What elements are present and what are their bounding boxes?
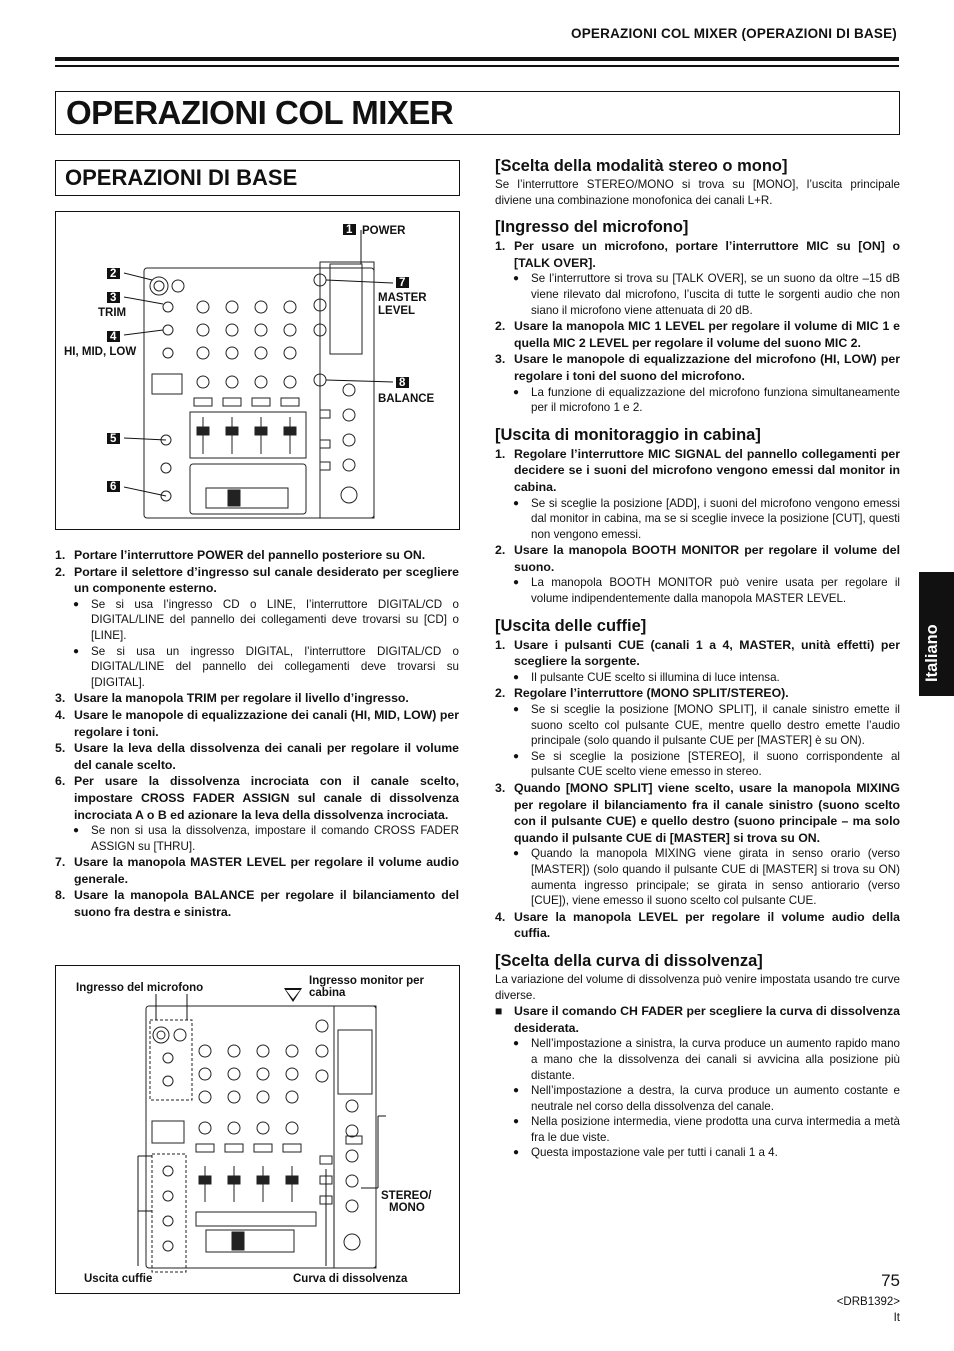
fig1-num-2: 2 [110, 268, 117, 280]
mic-step-1: 1. Per usare un microfono, portare l’interruttore MIC su [ON] o [TALK OVER]. [495, 239, 900, 270]
fig2-mic-in-label: Ingresso del microfono [76, 982, 204, 994]
left-step-3: 3. Usare la manopola TRIM per regolare il livello d’ingresso. [55, 691, 409, 706]
right-column [495, 157, 900, 1161]
phones-heading: [Uscita delle cuffie] [495, 616, 647, 635]
doc-code: <DRB1392> [836, 1296, 900, 1308]
phones-bullet-2a: ● Se si sceglie la posizione [MONO SPLIT], il canale sinistro emette il suono scelto col pulsante CUE, mentre quello destro emette l’audio principale (solo quando il pulsante CUE per [MASTER] è su ON). [513, 703, 900, 748]
mic-heading: [Ingresso del microfono] [495, 218, 689, 237]
booth-step-2: 2. Usare la manopola BOOTH MONITOR per regolare il volume del suono. [495, 543, 900, 574]
booth-heading: [Uscita di monitoraggio in cabina] [495, 425, 761, 444]
mic-bullet-1: ● Se l’interruttore si trova su [TALK OVER], se un suono da oltre –15 dB viene rilevato dal microfono, l’uscita di tutte le sorgenti audio che non siano il microfono viene attenuata di 20 dB. [513, 272, 900, 317]
fig1-num-8: 8 [399, 377, 406, 389]
phones-step-3: 3. Quando [MONO SPLIT] viene scelto, usare la manopola MIXING per regolare il bilanciamento fra il canale sinistro (suono scelto con il pulsante CUE) e quello destro (suono principale – ma solo quando il pulsante CUE di [MASTER] si trova su ON. [495, 781, 900, 845]
fig2-fader-curve-label: Curva di dissolvenza [293, 1273, 408, 1285]
phones-step-2: 2. Regolare l’interruttore (MONO SPLIT/STEREO). [495, 686, 789, 701]
left-step-1: 1. Portare l’interruttore POWER del pannello posteriore su ON. [55, 548, 426, 562]
booth-step-1: 1. Regolare l’interruttore MIC SIGNAL del pannello collegamenti per decidere se i suoni del microfono vengono emessi dal monitor in cabina. [495, 446, 900, 494]
booth-bullet-2: ● La manopola BOOTH MONITOR può venire usata per regolare il volume indipendentemente dalla manopola MASTER LEVEL. [513, 576, 900, 606]
left-step-8: 8. Usare la manopola BALANCE per regolare il bilanciamento del suono fra destra e sinistra. [55, 888, 459, 920]
mixer-figure-1 [55, 211, 460, 530]
mic-step-3: 3. Usare le manopole di equalizzazione del microfono (HI, LOW) per regolare i toni del suono del microfono. [495, 352, 900, 383]
fig1-balance-label: BALANCE [378, 393, 435, 405]
phones-step-4: 4. Usare la manopola LEVEL per regolare il volume audio della cuffia. [495, 909, 900, 941]
left-steps [55, 547, 459, 921]
fig2-stereo-mono-label2: MONO [389, 1202, 425, 1214]
curve-bullet-3: ● Nella posizione intermedia, viene prodotta una curva intermedia a metà fra le due viste. [513, 1115, 900, 1144]
mic-step-2: 2. Usare la manopola MIC 1 LEVEL per regolare il volume di MIC 1 e quella MIC 2 LEVEL per regolare il volume del suono MIC 2. [495, 319, 900, 350]
mixer-panel-illustration-2 [56, 966, 459, 1293]
mic-bullet-3: ● La funzione di equalizzazione del microfono funziona simultaneamente per il microfono 1 e 2. [513, 385, 900, 415]
fig2-booth-in-label: Ingresso monitor per [309, 975, 425, 987]
left-bullet-6a: ● Se non si usa la dissolvenza, impostare il comando CROSS FADER ASSIGN su [THRU]. [73, 824, 459, 853]
left-bullet-2b: ● Se si usa un ingresso DIGITAL, l’interruttore DIGITAL/CD o DIGITAL/LINE del pannello dei collegamenti deve trovarsi su [DIGITAL]. [73, 644, 459, 689]
curve-heading: [Scelta della curva di dissolvenza] [495, 951, 763, 970]
phones-bullet-3: ● Quando la manopola MIXING viene girata in senso orario (verso [MASTER]) (solo quando il pulsante CUE di [MASTER] si trova su ON) aumenta ingresso principale; se girata in senso antiorario (verso [CUE]), viene emesso il suono scelto col pulsante CUE. [513, 847, 900, 908]
language-tab [919, 572, 954, 696]
mixer-panel-illustration-1 [56, 212, 459, 529]
curve-bullet-1: ● Nell’impostazione a sinistra, la curva produce un aumento rapido mano a mano che la dissolvenza dei canali si avvicina alla posizione più distante. [513, 1037, 900, 1082]
language-tab-label: Italiano [923, 624, 941, 682]
fig1-power-label: POWER [362, 225, 406, 237]
stereo-mono-text: Se l’interruttore STEREO/MONO si trova su [MONO], l’uscita principale diviene una combinazione monofonica dei canali L+R. [495, 178, 900, 207]
fig1-eq-label: HI, MID, LOW [64, 346, 137, 358]
stereo-mono-heading: [Scelta della modalità stereo o mono] [495, 157, 788, 175]
booth-bullet-1: ● Se si sceglie la posizione [ADD], i suoni del microfono vengono emessi dal monitor in cabina, ma se si sceglie invece la posizione [CUT], questi non vengono emessi. [513, 496, 900, 541]
left-step-5: 5. Usare la leva della dissolvenza dei canali per regolare il volume del canale scelto. [55, 741, 459, 772]
fig1-master-label: MASTER [378, 292, 427, 304]
left-step-6: 6. Per usare la dissolvenza incrociata con il canale scelto, impostare CROSS FADER ASSIGN sul canale di dissolvenza incrociata A o B ed azionare la leva della dissolvenza incrociata. [55, 774, 459, 822]
page-title: OPERAZIONI COL MIXER [66, 94, 454, 131]
header-rule-thin [55, 65, 899, 67]
left-bullet-2a: ● Se si usa l’ingresso CD o LINE, l’interruttore DIGITAL/CD o DIGITAL/LINE del pannello dei collegamenti deve trovarsi su [CD] o [LINE]. [73, 597, 459, 642]
fig1-num-3: 3 [110, 292, 117, 304]
fig1-num-6: 6 [110, 481, 117, 493]
mixer-figure-2 [55, 965, 460, 1294]
section-title-box [55, 160, 460, 196]
curve-text: La variazione del volume di dissolvenza può venire impostata usando tre curve diverse. [495, 972, 900, 1002]
fig1-level-label: LEVEL [378, 305, 416, 317]
doc-code-block [837, 1294, 900, 1326]
left-step-2: 2. Portare il selettore d’ingresso sul canale desiderato per scegliere un componente esterno. [55, 564, 459, 596]
fig2-booth-in-label2: cabina [309, 987, 346, 999]
fig1-num-7: 7 [399, 277, 406, 289]
phones-bullet-1: ● Il pulsante CUE scelto si illumina di luce intensa. [513, 670, 780, 684]
curve-square-step: ■ Usare il comando CH FADER per scegliere la curva di dissolvenza desiderata. [495, 1004, 900, 1035]
fig2-stereo-mono-label: STEREO/ [381, 1190, 432, 1202]
curve-bullet-2: ● Nell’impostazione a destra, la curva produce un aumento costante e neutrale nel corso della dissolvenza del canale. [513, 1084, 900, 1113]
fig1-trim-label: TRIM [98, 307, 127, 319]
section-title: OPERAZIONI DI BASE [65, 165, 298, 190]
lang-code: It [893, 1312, 900, 1324]
fig2-phones-out-label: Uscita cuffie [84, 1273, 153, 1285]
phones-step-1: 1. Usare i pulsanti CUE (canali 1 a 4, MASTER, unità effetti) per scegliere la sorgente. [495, 637, 900, 669]
fig1-num-4: 4 [110, 331, 117, 343]
left-step-7: 7. Usare la manopola MASTER LEVEL per regolare il volume audio generale. [55, 855, 459, 886]
page-number: 75 [881, 1271, 900, 1290]
fig1-num-5: 5 [110, 433, 117, 445]
header-rule-thick [55, 57, 899, 61]
fig1-num-1: 1 [346, 224, 353, 236]
left-step-4: 4. Usare le manopole di equalizzazione dei canali (HI, MID, LOW) per regolare i toni. [55, 707, 459, 739]
running-header: OPERAZIONI COL MIXER (OPERAZIONI DI BASE) [571, 26, 897, 41]
page-title-box [55, 91, 900, 135]
curve-bullet-4: ● Questa impostazione vale per tutti i canali 1 a 4. [513, 1146, 778, 1160]
phones-bullet-2b: ● Se si sceglie la posizione [STEREO], il suono corrispondente al pulsante CUE scelto viene emesso in stereo. [513, 749, 900, 779]
